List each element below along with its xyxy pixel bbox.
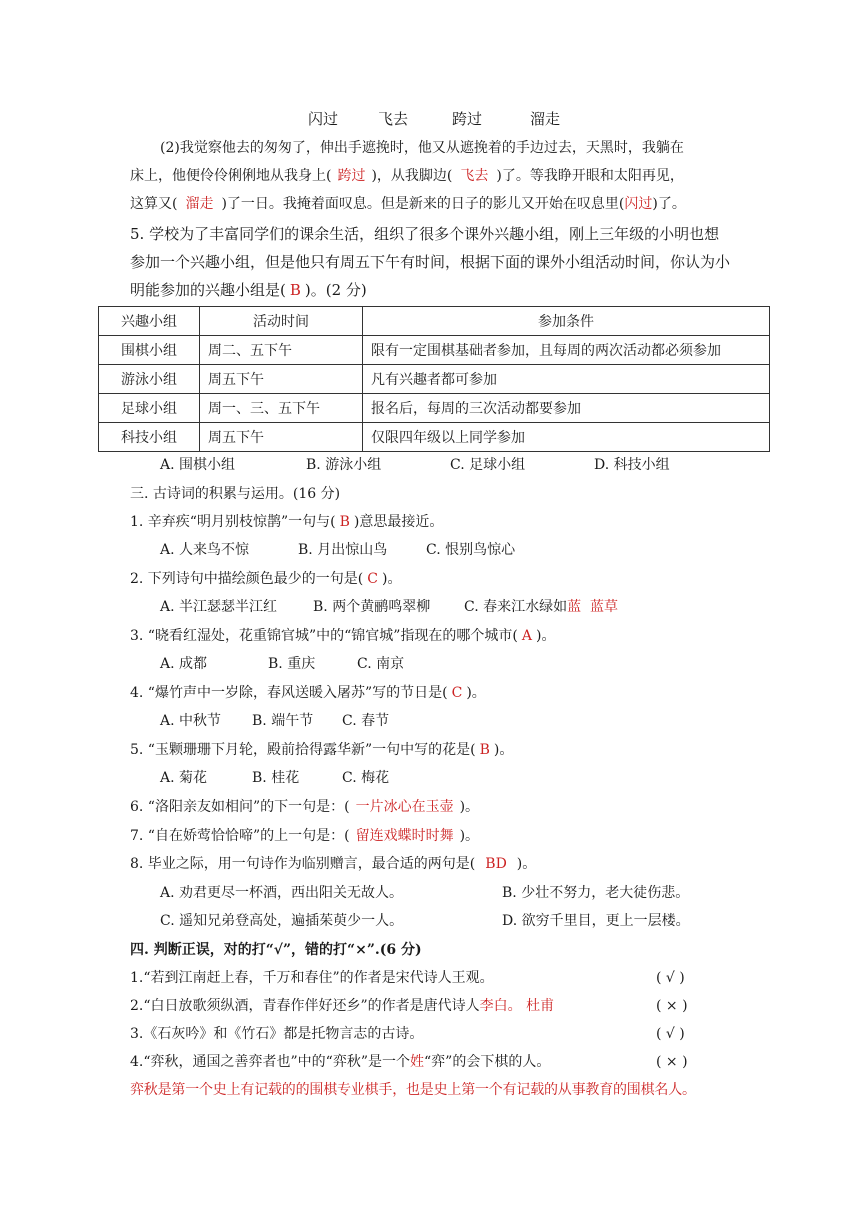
- option: A. 劝君更尽一杯酒，西出阳关无故人。: [160, 885, 404, 901]
- option: D. 欲穷千里目，更上一层楼。: [502, 913, 690, 929]
- question-text: 7. “自在娇莺恰恰啼”的上一句是：( 留连戏蝶时时舞 )。: [130, 828, 480, 844]
- table-row: [99, 365, 770, 394]
- option: B. 两个黄鹂鸣翠柳: [313, 599, 431, 615]
- judgement-item: 4.“弈秋，通国之善弈者也”中的“弈秋”是一个姓“弈”的会下棋的人。: [130, 1054, 551, 1070]
- question-text: 1. 辛弃疾“明月别枝惊鹊”一句与( B )意思最接近。: [130, 514, 444, 530]
- answer-text: C: [451, 685, 463, 701]
- option: B. 少壮不努力，老大徒伤悲。: [502, 885, 690, 901]
- option: B. 端午节: [252, 713, 314, 729]
- table-cell: 报名后，每周的三次活动都要参加: [363, 394, 770, 423]
- option: A. 中秋节: [160, 713, 222, 729]
- word-bank-item: 跨过: [452, 110, 483, 128]
- answer-text: B: [339, 514, 350, 530]
- answer-text: B: [479, 742, 490, 758]
- table-row: [99, 336, 770, 365]
- passage-line-1: (2)我觉察他去的匆匆了，伸出手遮挽时，他又从遮挽着的手边过去，天黑时，我躺在: [160, 140, 684, 156]
- explanation-note: 弈秋是第一个史上有记载的的围棋专业棋手，也是史上第一个有记载的从事教育的围棋名人。: [130, 1082, 696, 1098]
- judgement-mark: ( × ): [656, 1054, 688, 1070]
- table-cell: 凡有兴趣者都可参加: [363, 365, 770, 394]
- word-bank-item: 溜走: [530, 110, 561, 128]
- table-cell: 足球小组: [99, 394, 200, 423]
- option: D. 科技小组: [594, 457, 670, 473]
- option: C. 南京: [357, 656, 405, 672]
- question-text: 5. “玉颗珊珊下月轮，殿前拾得露华新”一句中写的花是( B )。: [130, 742, 514, 758]
- judgement-mark: ( × ): [656, 998, 688, 1014]
- answer-text: 一片冰心在玉壶: [355, 799, 454, 815]
- answer-text: 闪过: [624, 196, 653, 212]
- question-text: 5. 学校为了丰富同学们的课余生活，组织了很多个课外兴趣小组，刚上三年级的小明也想: [130, 225, 720, 243]
- question-text: 2. 下列诗句中描绘颜色最少的一句是( C )。: [130, 571, 402, 587]
- answer-text: A: [521, 628, 533, 644]
- answer-text: BD: [485, 856, 507, 872]
- option: B. 游泳小组: [306, 457, 382, 473]
- judgement-item: 1.“若到江南赶上春，千万和春住”的作者是宋代诗人王观。: [130, 970, 494, 986]
- question-text: 参加一个兴趣小组，但是他只有周五下午有时间，根据下面的课外小组活动时间，你认为小: [130, 253, 731, 271]
- table-cell: 科技小组: [99, 423, 200, 452]
- table-cell: 周五下午: [200, 365, 363, 394]
- option: A. 成都: [160, 656, 208, 672]
- option: C. 春节: [342, 713, 390, 729]
- judgement-item: 3.《石灰吟》和《竹石》都是托物言志的古诗。: [130, 1026, 424, 1042]
- option: C. 梅花: [342, 770, 390, 786]
- table-cell: 周二、五下午: [200, 336, 363, 365]
- question-text: 4. “爆竹声中一岁除，春风送暖入屠苏”写的节日是( C )。: [130, 685, 486, 701]
- table-row: [99, 423, 770, 452]
- table-cell: 限有一定围棋基础者参加，且每周的两次活动都必须参加: [363, 336, 770, 365]
- option: C. 春来江水绿如蓝 蓝草: [464, 599, 619, 615]
- table-header-row: [99, 307, 770, 336]
- table-cell: 游泳小组: [99, 365, 200, 394]
- option: A. 菊花: [160, 770, 208, 786]
- option: A. 围棋小组: [160, 457, 236, 473]
- judgement-item: 2.“白日放歌须纵酒，青春作伴好还乡”的作者是唐代诗人李白。 杜甫: [130, 998, 555, 1014]
- answer-text: 跨过: [337, 168, 366, 184]
- section-title: 四. 判断正误，对的打“√”，错的打“×”.(6 分): [130, 942, 422, 958]
- section-title: 三. 古诗词的积累与运用。(16 分): [130, 486, 341, 502]
- annotation-note: 蓝 蓝草: [567, 599, 619, 615]
- judgement-mark: ( √ ): [656, 970, 685, 986]
- option: A. 人来鸟不惊: [160, 542, 250, 558]
- annotation-note: 姓: [410, 1054, 424, 1070]
- option: C. 足球小组: [450, 457, 526, 473]
- question-text: 8. 毕业之际，用一句诗作为临别赠言，最合适的两句是( BD )。: [130, 856, 537, 872]
- word-bank-item: 闪过: [308, 110, 339, 128]
- table-cell: 周一、三、五下午: [200, 394, 363, 423]
- table-header: 兴趣小组: [99, 307, 200, 336]
- passage-line-3: 这算又( 溜走 )了一日。我掩着面叹息。但是新来的日子的影儿又开始在叹息里(闪过)了。: [130, 196, 686, 212]
- interest-groups-table: [98, 306, 770, 452]
- option: A. 半江瑟瑟半江红: [160, 599, 278, 615]
- option: B. 月出惊山鸟: [298, 542, 388, 558]
- answer-text: 溜走: [185, 196, 214, 212]
- option: C. 遥知兄弟登高处，遍插茱萸少一人。: [160, 913, 404, 929]
- judgement-mark: ( √ ): [656, 1026, 685, 1042]
- table-cell: 周五下午: [200, 423, 363, 452]
- table-header: 参加条件: [363, 307, 770, 336]
- option: C. 恨别鸟惊心: [426, 542, 516, 558]
- answer-text: 飞去: [460, 168, 489, 184]
- annotation-note: 李白。 杜甫: [479, 998, 555, 1014]
- answer-text: B: [289, 281, 301, 299]
- answer-text: C: [367, 571, 378, 587]
- question-text: 明能参加的兴趣小组是( B )。(2 分): [130, 281, 367, 299]
- answer-text: 留连戏蝶时时舞: [355, 828, 454, 844]
- option: B. 桂花: [252, 770, 300, 786]
- question-text: 6. “洛阳亲友如相问”的下一句是：( 一片冰心在玉壶 )。: [130, 799, 480, 815]
- table-cell: 仅限四年级以上同学参加: [363, 423, 770, 452]
- word-bank-item: 飞去: [378, 110, 409, 128]
- table-row: [99, 394, 770, 423]
- option: B. 重庆: [268, 656, 316, 672]
- passage-line-2: 床上，他便伶伶俐俐地从我身上( 跨过 )，从我脚边( 飞去 )了。等我睁开眼和太阳再见，: [130, 168, 684, 184]
- table-cell: 围棋小组: [99, 336, 200, 365]
- table-header: 活动时间: [200, 307, 363, 336]
- question-text: 3. “晓看红湿处，花重锦官城”中的“锦官城”指现在的哪个城市( A )。: [130, 628, 556, 644]
